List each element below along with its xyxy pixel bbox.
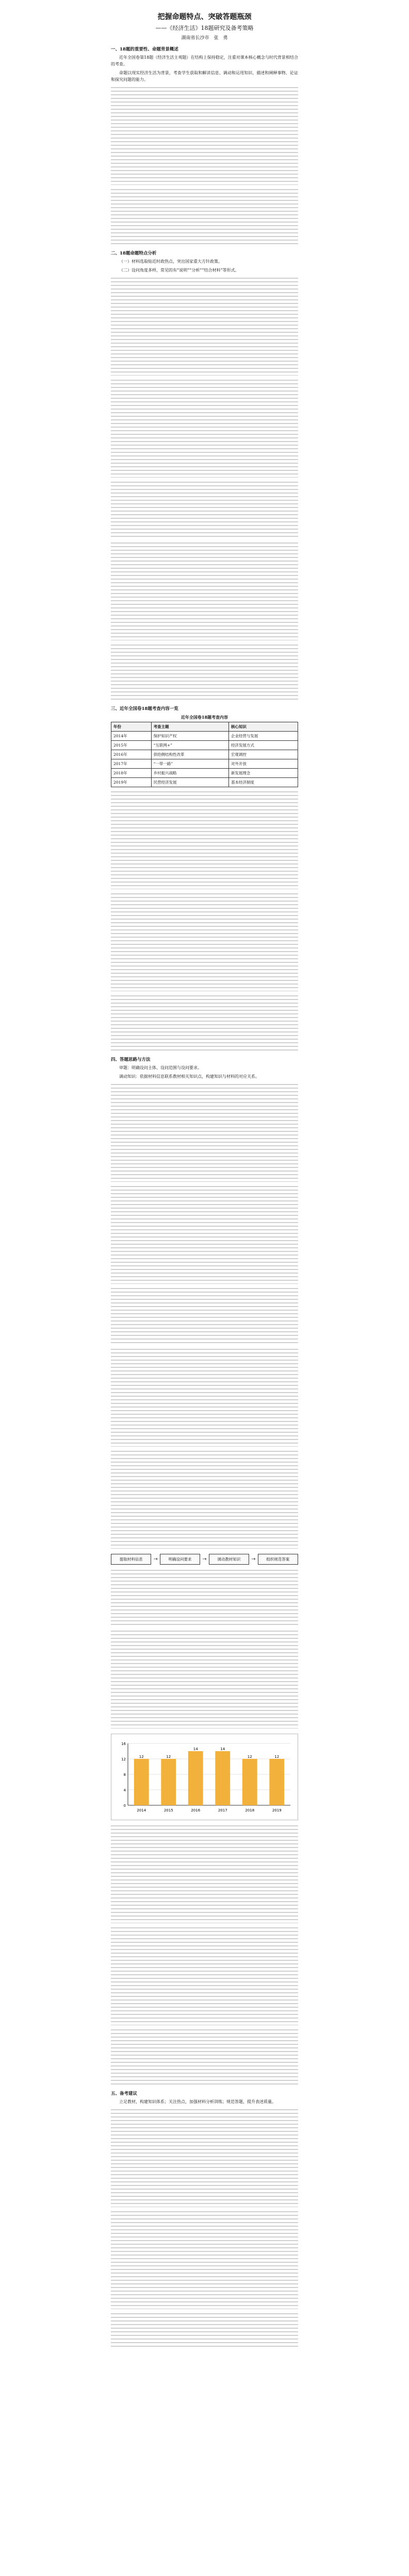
- section-5: [111, 2090, 298, 2105]
- body-text-block: [111, 791, 298, 889]
- bar: [134, 1759, 149, 1805]
- section-paragraph: （一）材料选取贴近时政热点，突出国家重大方针政策。: [119, 259, 222, 264]
- arrow-right-icon: →: [251, 1556, 256, 1562]
- body-text-block: [111, 87, 298, 185]
- section-paragraph: 审题：明确设问主体、设问范围与设问要求。: [119, 1065, 202, 1070]
- article-column: [111, 11, 298, 2349]
- table-header-cell: 考查主题: [151, 722, 228, 732]
- table-row: [111, 769, 298, 778]
- table-cell: 2018年: [111, 769, 152, 778]
- section-3: [111, 705, 298, 787]
- exam-topics-table: [111, 715, 298, 787]
- x-tick-label: 2016: [191, 1808, 201, 1812]
- body-text-block: [111, 2313, 298, 2349]
- section-2: [111, 250, 298, 274]
- section-paragraph: 命题以现实经济生活为背景，考查学生获取和解读信息、调动和运用知识、描述和阐释事物、论证和探究问题的能力。: [111, 71, 298, 82]
- table-cell: 企业经营与发展: [228, 732, 298, 741]
- section-heading: 一、18题的重要性、命题背景概述: [111, 47, 178, 52]
- bar-value-label: 12: [139, 1755, 144, 1759]
- table-cell: 经济发展方式: [228, 741, 298, 750]
- section-heading: 二、18题命题特点分析: [111, 251, 157, 256]
- bar: [188, 1751, 203, 1805]
- bar-value-label: 12: [166, 1755, 171, 1759]
- table-header-row: [111, 722, 298, 732]
- section-paragraph: （二）设问角度多样，常见的有“说明”“分析”“结合材料”等形式。: [119, 268, 239, 273]
- bar-chart-svg: [114, 1739, 295, 1817]
- body-text-block: [111, 1288, 298, 1345]
- section-1: [111, 46, 298, 83]
- body-text-block: [111, 1570, 298, 1626]
- table-cell: 基本经济制度: [228, 778, 298, 787]
- x-tick-label: 2019: [272, 1808, 282, 1812]
- body-text-block: [111, 278, 298, 376]
- table-cell: 宏观调控: [228, 750, 298, 759]
- body-text-block: [111, 645, 298, 701]
- flow-node: 明确设问要求: [160, 1554, 200, 1565]
- section-heading: 三、近年全国卷18题考查内容一览: [111, 706, 178, 711]
- article-title: 把握命题特点、突破答题瓶颈: [157, 13, 252, 21]
- flow-node: 组织规范答案: [258, 1554, 298, 1565]
- section-paragraph: 近年全国卷第18题（经济生活主观题）在结构上保持稳定，注重对课本核心概念与时代背景相结合的考查。: [111, 55, 298, 66]
- bar-value-label: 14: [220, 1747, 225, 1751]
- bar: [269, 1759, 284, 1805]
- article-subtitle: ——《经济生活》18题研究及备考策略: [155, 25, 254, 31]
- body-text-block: [111, 1349, 298, 1447]
- table-cell: 对外开放: [228, 759, 298, 769]
- body-text-block: [111, 1631, 298, 1728]
- section-heading: 五、备考建议: [111, 2091, 138, 2096]
- y-tick-label: 16: [121, 1742, 126, 1746]
- arrow-right-icon: →: [202, 1556, 207, 1562]
- flow-node: 调动教材知识: [209, 1554, 249, 1565]
- article-byline: 湖南省长沙市 张 勇: [181, 36, 228, 41]
- body-text-block: [111, 995, 298, 1052]
- table-caption: 近年全国卷18题考查内容: [181, 715, 228, 720]
- body-text-block: [111, 2029, 298, 2086]
- bar-value-label: 14: [193, 1747, 198, 1751]
- y-tick-label: 0: [123, 1804, 126, 1808]
- table-cell: 供给侧结构性改革: [151, 750, 228, 759]
- table-row: [111, 759, 298, 769]
- body-text-block: [111, 380, 298, 478]
- x-tick-label: 2015: [163, 1808, 173, 1812]
- table-row: [111, 778, 298, 787]
- table-header-cell: 核心知识: [228, 722, 298, 732]
- body-text-block: [111, 1927, 298, 2025]
- table-cell: 2019年: [111, 778, 152, 787]
- section-heading: 四、答题思路与方法: [111, 1057, 151, 1062]
- x-tick-label: 2018: [245, 1808, 255, 1812]
- body-text-block: [111, 1825, 298, 1923]
- y-tick-label: 8: [123, 1773, 126, 1777]
- table-cell: 2017年: [111, 759, 152, 769]
- bar-value-label: 12: [247, 1755, 252, 1759]
- body-text-block: [111, 543, 298, 640]
- table-cell: 2014年: [111, 732, 152, 741]
- bar: [215, 1751, 230, 1805]
- table-row: [111, 741, 298, 750]
- arrow-right-icon: →: [153, 1556, 158, 1562]
- table-row: [111, 750, 298, 759]
- section-4: [111, 1056, 298, 1080]
- bar: [161, 1759, 176, 1805]
- score-chart: [111, 1734, 298, 1820]
- body-text-block: [111, 2109, 298, 2207]
- section-paragraph: 调动知识：依据材料信息联系教材相关知识点，构建知识与材料的对应关系。: [119, 1074, 259, 1079]
- answer-flow-diagram: [111, 1554, 298, 1565]
- table-header-cell: 年份: [111, 722, 152, 732]
- body-text-block: [111, 2211, 298, 2309]
- x-tick-label: 2014: [137, 1808, 146, 1812]
- table-cell: 保护知识产权: [151, 732, 228, 741]
- y-tick-label: 12: [121, 1757, 126, 1761]
- table-cell: 民营经济发展: [151, 778, 228, 787]
- flow-node: 提取材料信息: [111, 1554, 151, 1565]
- body-text-block: [111, 1084, 298, 1182]
- body-text-block: [111, 1186, 298, 1284]
- body-text-block: [111, 1451, 298, 1549]
- body-text-block: [111, 189, 298, 246]
- table-cell: 乡村振兴战略: [151, 769, 228, 778]
- table-cell: “一带一路”: [151, 759, 228, 769]
- table-cell: 新发展理念: [228, 769, 298, 778]
- table-cell: “互联网+”: [151, 741, 228, 750]
- table-row: [111, 732, 298, 741]
- body-text-block: [111, 482, 298, 538]
- table-cell: 2015年: [111, 741, 152, 750]
- bar-value-label: 12: [274, 1755, 280, 1759]
- body-text-block: [111, 893, 298, 991]
- y-tick-label: 4: [123, 1788, 126, 1792]
- section-paragraph: 立足教材，构建知识体系；关注热点，加强材料分析训练；规范答题，提升表述质量。: [119, 2099, 276, 2104]
- bar: [242, 1759, 257, 1805]
- x-tick-label: 2017: [218, 1808, 227, 1812]
- table-cell: 2016年: [111, 750, 152, 759]
